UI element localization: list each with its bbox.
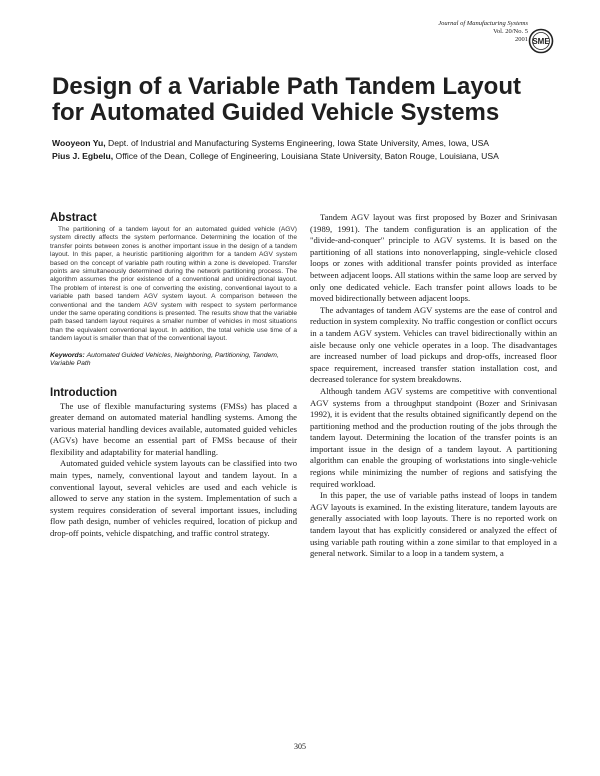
page-number: 305 <box>294 742 306 751</box>
abstract-heading: Abstract <box>50 212 97 224</box>
body-paragraph: Although tandem AGV systems are competitive with conventional AGV systems from a throughput standpoint (Bozer and Srinivasan 1992), it is evident that the results obtained significantly depend on the partitioning method and the production routing of the jobs through the tandem layout. Determining the location of the transfer points is an important issue in the design of a tandem layout. A partitioning algorithm can enable the grouping of workstations into single-vehicle regions while minimizing the number of regions and satisfying the required workload. <box>310 385 557 489</box>
body-paragraph: In this paper, the use of variable paths instead of loops in tandem AGV layouts is examined. In the existing literature, tandem layouts are generally associated with loop layouts. There is no reported work on tandem layout that has explicitly considered or analyzed the effect of using variable path routing within a zone similar to that employed in a general network. Similar to a loop in a tandem system, a <box>310 490 557 559</box>
sme-logo-icon <box>528 28 554 54</box>
author-entry <box>52 137 552 150</box>
author-entry <box>52 150 552 163</box>
logo-text: SME <box>532 37 550 46</box>
body-paragraph: The advantages of tandem AGV systems are the ease of control and reduction in system complexity. No traffic congestion or conflict occurs in a tandem AGV system. Vehicles can travel bidirectionally within an aisle because only one vehicle operates in a loop. The disadvantages are increased number of load pickups and drop-offs, increased floor space requirement, increased transfer station installation cost, and decreased tolerance for system breakdowns. <box>310 304 558 385</box>
introduction-heading: Introduction <box>50 386 118 399</box>
journal-year: 2001 <box>515 36 528 43</box>
author-affiliation: Office of the Dean, College of Engineering, Louisiana State University, Baton Rouge, Louisiana, USA <box>115 150 499 161</box>
right-column <box>310 212 557 560</box>
author-name: Pius J. Egbelu, <box>52 150 114 161</box>
keywords-text: Automated Guided Vehicles, Neighboring, Partitioning, Tandem, Variable Path <box>50 351 279 368</box>
intro-paragraph: The use of flexible manufacturing systems (FMSs) has placed a greater demand on automated material handling systems. Among the various material handling devices available, automated guided vehicles (AGVs) have become an essential part of FMSs because of their flexibility and adaptability for material handling. <box>50 400 297 457</box>
paper-title: Design of a Variable Path Tandem Layout for Automated Guided Vehicle Systems <box>52 73 521 126</box>
intro-paragraph: Automated guided vehicle system layouts can be classified into two main types, namely, conventional layout and tandem layout. In a conventional layout, several vehicles are used and each vehicle is allowed to serve any station in the system. Implementation of such a system requires consideration of several important issues, including flow path design, number of vehicles required, location of pickup and drop-off points, vehicle dispatching, and traffic control strategy. <box>50 458 297 539</box>
author-affiliation: Dept. of Industrial and Manufacturing Systems Engineering, Iowa State University, Ames, Iowa, USA <box>108 138 490 148</box>
journal-header <box>388 20 528 44</box>
journal-volume: Vol. 20/No. 5 <box>493 28 528 35</box>
author-name: Wooyeon Yu, <box>52 138 106 148</box>
journal-name: Journal of Manufacturing Systems <box>438 20 528 27</box>
keywords-label: Keywords: <box>50 351 85 359</box>
body-paragraph: Tandem AGV layout was first proposed by Bozer and Srinivasan (1989, 1991). The tandem configuration is an application of the "divide-and-conquer" principle to AGV systems. It is based on the partitioning of all stations into nonoverlapping, single-vehicle closed loops or zones with additional transfer points provided as interface between adjacent loops. All stations within the same loop are served by only one dedicated vehicle. Each transfer point allows loads to be moved bidirectionally between adjacent loops. <box>310 212 557 304</box>
left-column <box>50 212 297 540</box>
abstract-text: The partitioning of a tandem layout for an automated guided vehicle (AGV) system directly affects the system performance. Determining the location of the transfer points between zones is another important issue in the design of a tandem layout. In this paper, a heuristic partitioning algorithm for a tandem AGV system based on the concept of variable path routing within a zone is developed. Transfer points are simultaneously determined during the network partitioning process. The algorithm assumes the prior existence of a conventional and unidirectional layout. The problem of interest is one of converting the existing, conventional layout to a variable path based tandem AGV system layout. A comparison between the conventional and the tandem AGV system with respect to system performance under the same operating conditions is presented. The results show that the variable path based tandem layout requires a smaller number of vehicles in most situations than the equivalent conventional layout. In addition, the total vehicle use time of a tandem layout is smaller than that of the conventional layout. <box>50 226 297 343</box>
author-list <box>52 137 552 162</box>
keywords <box>50 352 297 369</box>
